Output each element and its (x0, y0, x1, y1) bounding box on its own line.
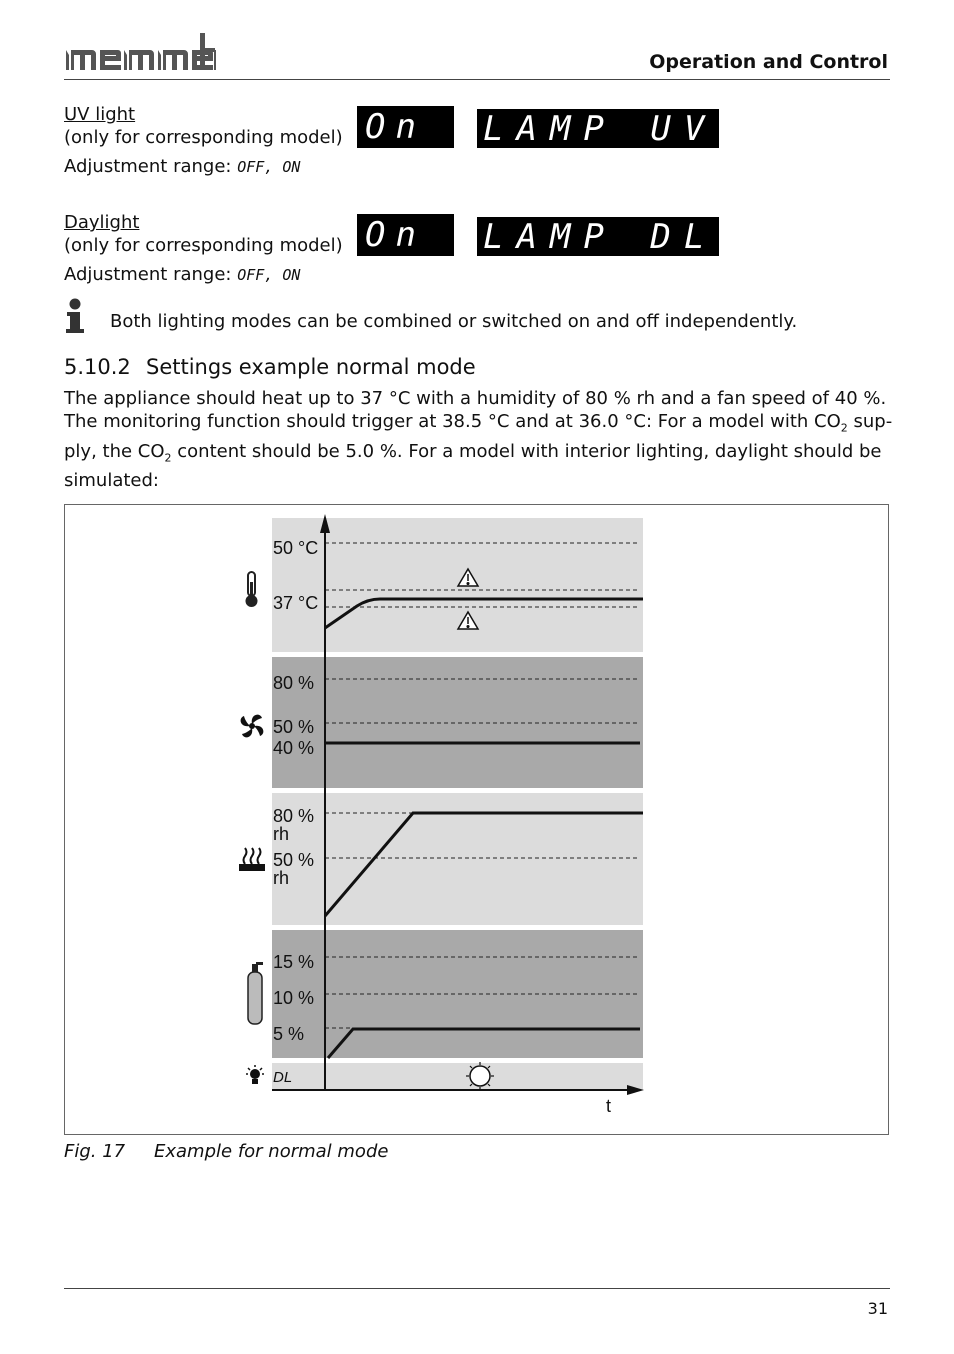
fan-icon (241, 715, 264, 738)
section-number: 5.10.2 (64, 355, 131, 379)
info-note: Both lighting modes can be combined or switched on and off independently. (110, 311, 798, 332)
range-values: OFF, ON (237, 266, 301, 284)
gas-cylinder-icon (248, 962, 263, 1024)
lamp-icon (246, 1065, 264, 1084)
temp-label-50: 50 °C (273, 538, 319, 558)
co2-label-10: 10 % (273, 988, 315, 1008)
text-run: ply, the CO (64, 440, 165, 462)
caption-text: Example for normal mode (154, 1141, 389, 1162)
paragraph-line: The appliance should heat up to 37 °C with a humidity of 80 % rh and a fan speed of 40 %. (64, 388, 887, 409)
text-run: content should be 5.0 %. For a model with interior lighting, daylight should be (171, 440, 882, 462)
header-title: Operation and Control (649, 51, 888, 73)
subscript: 2 (840, 421, 848, 435)
figure-caption (64, 1141, 388, 1162)
text-run: sup- (847, 411, 893, 432)
co2-label-5: 5 % (273, 1024, 305, 1044)
setting-name: UV light (64, 104, 136, 125)
humidity-unit-50: rh (273, 868, 290, 888)
temp-label-37: 37 °C (273, 593, 319, 613)
setting-name: Daylight (64, 212, 140, 233)
humidity-label-50: 50 % (273, 850, 315, 870)
figure-number: Fig. 17 (64, 1141, 126, 1162)
fan-label-80: 80 % (273, 673, 315, 693)
range-label: Adjustment range: (64, 264, 232, 285)
subscript: 2 (164, 451, 172, 465)
range-values: OFF, ON (237, 158, 301, 176)
x-axis-label: t (606, 1096, 612, 1116)
co2-label-15: 15 % (273, 952, 315, 972)
footer-rule (64, 1288, 890, 1289)
display-value: On (365, 215, 426, 255)
display-param: LAMP DL (483, 217, 718, 256)
text-run: The monitoring function should trigger at 38.5 °C and at 36.0 °C: For a model with CO (64, 411, 841, 432)
setting-note: (only for corresponding model) (64, 235, 343, 256)
sun-icon (466, 1062, 494, 1090)
display-param: LAMP UV (483, 109, 718, 148)
display-value: On (365, 107, 426, 147)
range-label: Adjustment range: (64, 156, 232, 177)
light-panel (272, 1063, 643, 1090)
humidity-unit-80: rh (273, 824, 290, 844)
fan-label-50: 50 % (273, 717, 315, 737)
setting-note: (only for corresponding model) (64, 127, 343, 148)
thermometer-icon (246, 572, 258, 607)
fan-label-40: 40 % (273, 738, 315, 758)
paragraph-line: simulated: (64, 470, 159, 492)
light-mode-label: DL (273, 1069, 293, 1086)
page-number: 31 (867, 1299, 888, 1318)
temperature-panel (272, 518, 643, 652)
humidity-label-80: 80 % (273, 806, 315, 826)
humidity-icon (240, 848, 264, 870)
section-title: Settings example normal mode (146, 355, 476, 379)
